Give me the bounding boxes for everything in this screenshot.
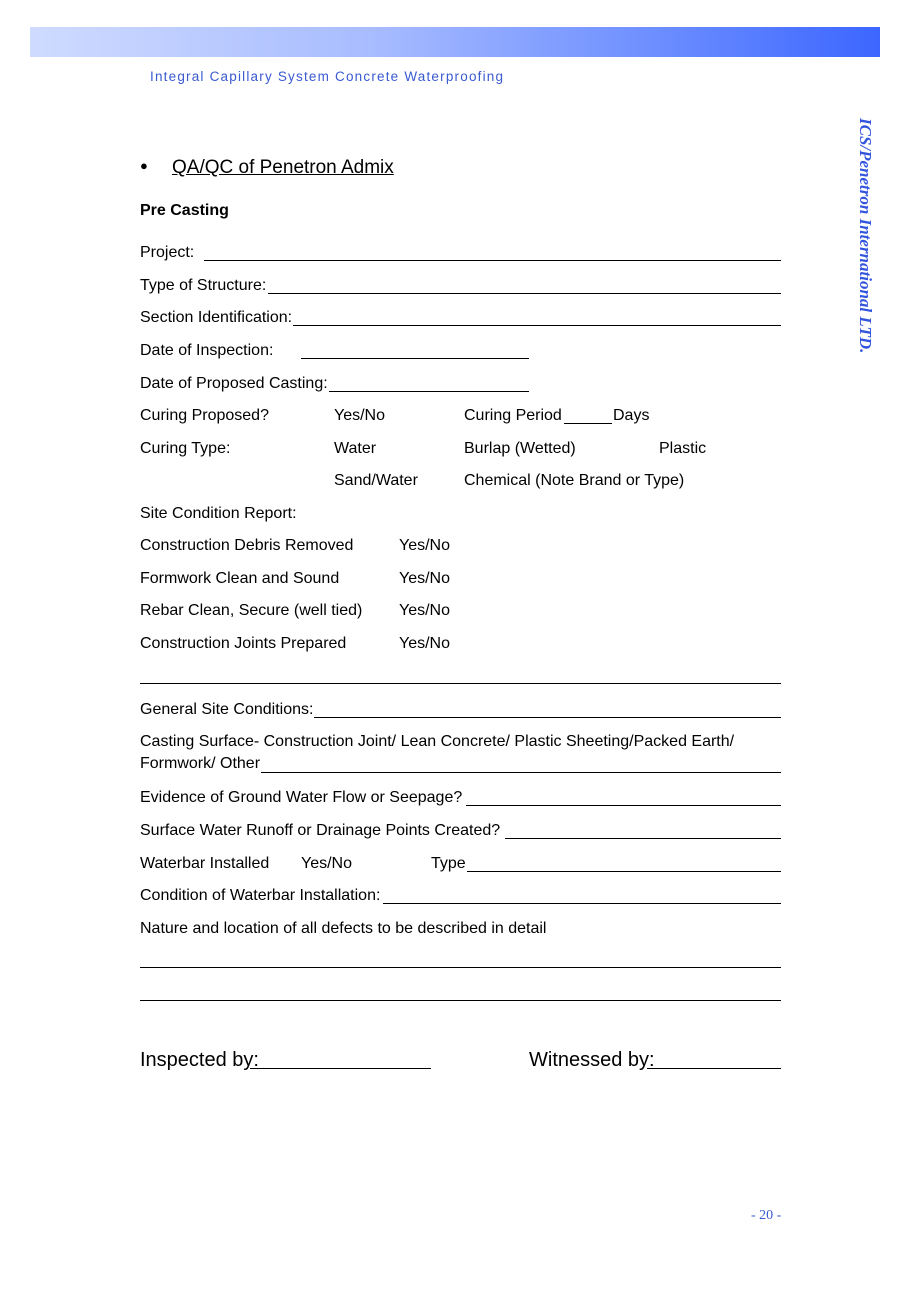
curing-period-label: Curing Period xyxy=(464,407,562,424)
curing-option-burlap[interactable]: Burlap (Wetted) xyxy=(464,440,576,457)
site-item-option[interactable]: Yes/No xyxy=(399,570,450,587)
inspected-by-line[interactable] xyxy=(250,1068,431,1069)
section-title xyxy=(140,157,394,179)
curing-option-water[interactable]: Water xyxy=(334,440,377,457)
site-report-label: Site Condition Report: xyxy=(140,505,297,522)
curing-proposed-label: Curing Proposed? xyxy=(140,407,269,424)
section-id-line[interactable] xyxy=(293,325,781,326)
bullet-icon: ● xyxy=(140,158,148,173)
structure-type-label: Type of Structure: xyxy=(140,277,267,294)
waterbar-condition-line[interactable] xyxy=(383,903,781,904)
casting-surface-line-2: Formwork/ Other xyxy=(140,755,261,772)
subheading: Pre Casting xyxy=(140,202,229,219)
project-line[interactable] xyxy=(204,260,781,261)
surface-runoff-label: Surface Water Runoff or Drainage Points Created? xyxy=(140,822,501,839)
waterbar-condition-label: Condition of Waterbar Installation: xyxy=(140,887,381,904)
site-item-label: Formwork Clean and Sound xyxy=(140,570,340,587)
general-conditions-label: General Site Conditions: xyxy=(140,701,314,718)
structure-type-line[interactable] xyxy=(268,293,781,294)
section-id-label: Section Identification: xyxy=(140,309,293,326)
defects-line[interactable] xyxy=(140,967,781,968)
header-subtitle: Integral Capillary System Concrete Waterproofing xyxy=(150,69,505,84)
site-item-label: Construction Debris Removed xyxy=(140,537,354,554)
casting-surface-line-1: Casting Surface- Construction Joint/ Lean Concrete/ Plastic Sheeting/Packed Earth/ xyxy=(140,733,735,750)
inspected-by-label: Inspected by: xyxy=(140,1049,259,1071)
site-item-option[interactable]: Yes/No xyxy=(399,635,450,652)
witnessed-by-line[interactable] xyxy=(647,1068,781,1069)
ground-water-line[interactable] xyxy=(466,805,781,806)
general-conditions-line[interactable] xyxy=(314,717,781,718)
inspection-date-line[interactable] xyxy=(301,358,529,359)
waterbar-type-label: Type xyxy=(431,855,466,872)
curing-option-chemical[interactable]: Chemical (Note Brand or Type) xyxy=(464,472,685,489)
curing-type-label: Curing Type: xyxy=(140,440,231,457)
defects-label: Nature and location of all defects to be described in detail xyxy=(140,920,547,937)
casting-surface-paragraph xyxy=(140,731,782,775)
casting-date-label: Date of Proposed Casting: xyxy=(140,375,328,392)
inspection-date-label: Date of Inspection: xyxy=(140,342,274,359)
witnessed-by-label: Witnessed by: xyxy=(529,1049,655,1071)
page-number: - 20 - xyxy=(751,1208,782,1223)
curing-period-line[interactable] xyxy=(564,423,612,424)
casting-surface-line[interactable] xyxy=(261,772,781,773)
notes-line[interactable] xyxy=(140,683,781,684)
casting-date-line[interactable] xyxy=(329,391,529,392)
curing-option-plastic[interactable]: Plastic xyxy=(659,440,707,457)
curing-proposed-option[interactable]: Yes/No xyxy=(334,407,385,424)
site-item-label: Construction Joints Prepared xyxy=(140,635,347,652)
surface-runoff-line[interactable] xyxy=(505,838,781,839)
project-label: Project: xyxy=(140,244,195,261)
curing-period-unit: Days xyxy=(613,407,650,424)
side-brand: ICS/Penetron International LTD. xyxy=(856,118,875,354)
defects-line[interactable] xyxy=(140,1000,781,1001)
site-item-option[interactable]: Yes/No xyxy=(399,537,450,554)
curing-option-sand-water[interactable]: Sand/Water xyxy=(334,472,418,489)
header-bar xyxy=(30,27,880,57)
site-item-option[interactable]: Yes/No xyxy=(399,602,450,619)
section-title-text: QA/QC of Penetron Admix xyxy=(172,157,394,178)
ground-water-label: Evidence of Ground Water Flow or Seepage? xyxy=(140,789,463,806)
waterbar-type-line[interactable] xyxy=(467,871,781,872)
site-item-label: Rebar Clean, Secure (well tied) xyxy=(140,602,363,619)
waterbar-option[interactable]: Yes/No xyxy=(301,855,352,872)
waterbar-label: Waterbar Installed xyxy=(140,855,270,872)
